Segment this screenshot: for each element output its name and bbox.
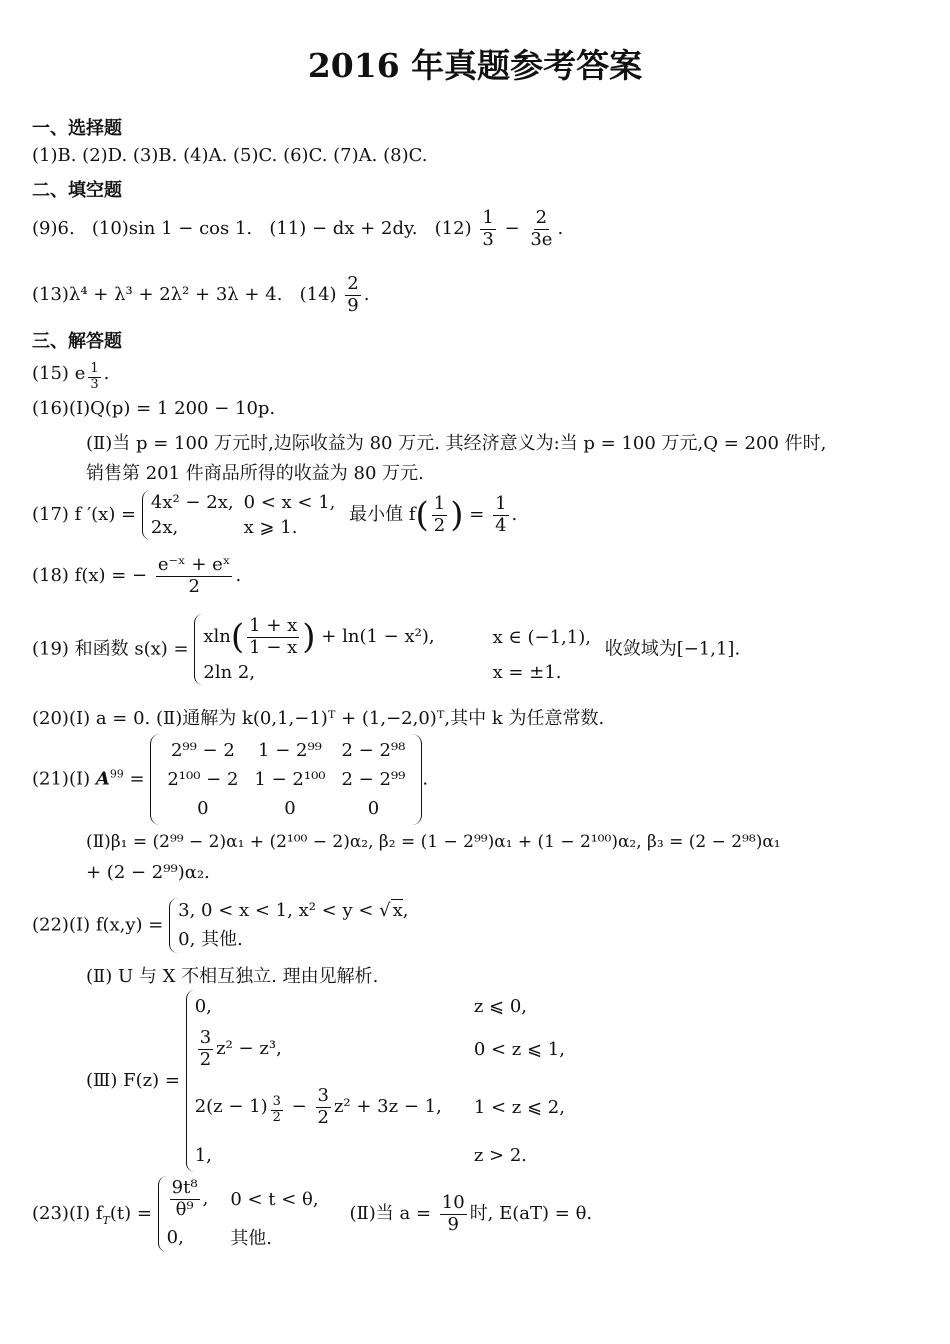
cdf-case-3 — [193, 1076, 450, 1138]
a-value-fraction — [440, 1193, 467, 1235]
answer-11: (11) − dx + 2dy. — [269, 218, 418, 240]
fraction-denominator: 4 — [495, 514, 507, 536]
answer-22-label: (22)(Ⅰ) f(x,y) = — [32, 914, 164, 936]
matrix-cell: 0 — [197, 798, 209, 819]
answer-21: (21)(Ⅰ) $A^{99}$ = 2⁹⁹ − 2 1 − 2⁹⁹ 2 − 2⁹⁸ 2¹⁰⁰ − 2 1 − 2¹⁰⁰ 2 − 2⁹⁹ 0 0 0 . — [32, 734, 428, 825]
answer-18 — [32, 555, 241, 597]
fraction-denominator: 1 − x — [249, 636, 298, 658]
case-expression: 2x, — [150, 517, 179, 538]
equals-sign: = — [469, 504, 485, 525]
case-condition: z ⩽ 0, — [473, 995, 527, 1017]
matrix-cell: 2 − 2⁹⁸ — [341, 740, 406, 761]
min-value-fraction — [493, 494, 508, 536]
fraction-denominator: 2 — [199, 1048, 212, 1070]
fraction-numerator: 1 + x — [249, 615, 298, 636]
fraction-numerator: 3 — [272, 1094, 281, 1109]
answer-15 — [32, 362, 109, 393]
choice-answers: (1)B. (2)D. (3)B. (4)A. (5)C. (6)C. (7)A. (8)C. — [32, 145, 428, 166]
cdf-case-3-rest: z² + 3z − 1, — [333, 1096, 442, 1117]
ln-term: + ln(1 − x²), — [321, 626, 435, 648]
answer-16-part1: (16)(Ⅰ)Q(p) = 1 200 − 10p. — [32, 398, 276, 419]
sqrt-argument: x — [392, 900, 403, 921]
case-condition: 1 < z ⩽ 2, — [473, 1096, 565, 1118]
answer-16-part2: (Ⅱ)当 p = 100 万元时,边际收益为 80 万元. 其经济意义为:当 p = 100 万元,Q = 200 件时, — [86, 433, 827, 454]
subscript-T: T — [102, 1213, 110, 1227]
argument-fraction — [432, 494, 447, 536]
answer-12-label: (12) — [434, 218, 472, 240]
fraction-numerator: 9t⁸ — [171, 1177, 198, 1198]
answer-9: (9)6. — [32, 218, 75, 240]
cdf-case-2 — [193, 1022, 450, 1076]
fraction-numerator: 1 — [495, 492, 507, 514]
answer-20: (20)(Ⅰ) a = 0. (Ⅱ)通解为 k(0,1,−1)ᵀ + (1,−2,0)ᵀ,其中 k 为任意常数. — [32, 708, 605, 729]
fraction-denominator: 9 — [447, 1213, 459, 1235]
answer-23 — [32, 1176, 592, 1252]
matrix-cell: 1 − 2¹⁰⁰ — [254, 769, 326, 790]
fraction-numerator: 2 — [535, 207, 548, 228]
fill-answers-13-14: (13)λ⁴ + λ³ + 2λ² + 3λ + 4. (14) $\frac{2}{9}$ . — [32, 273, 370, 316]
answer-21-part2-cont: + (2 − 2⁹⁹)α₂. — [86, 862, 210, 883]
answer-23-label-end: (t) = — [109, 1203, 152, 1225]
cdf-case-3-base: 2(z − 1) — [194, 1096, 268, 1117]
period: . — [422, 768, 429, 790]
section-fill-heading: 二、填空题 — [32, 180, 122, 201]
matrix-cell: 0 — [367, 798, 380, 819]
answer-18-label: (18) f(x) = − — [32, 565, 148, 587]
fraction-denominator: θ⁹ — [175, 1198, 194, 1220]
answer-21-label: (21)(Ⅰ) — [32, 768, 91, 790]
right-paren: ) — [302, 617, 316, 658]
fraction-numerator: 3 — [317, 1084, 329, 1106]
page-title: 2016 年真题参考答案 — [307, 46, 643, 85]
answer-16-part2-cont: 销售第 201 件商品所得的收益为 80 万元. — [86, 463, 424, 484]
case-condition: 0 < t < θ, — [230, 1188, 319, 1210]
fraction-numerator: 1 — [433, 492, 446, 514]
fraction-denominator: 2 — [272, 1109, 281, 1125]
left-paren: ( — [230, 617, 245, 658]
case-condition: 0 < z ⩽ 1, — [473, 1038, 565, 1060]
cdf-case-2-rest: z² − z³, — [216, 1038, 282, 1059]
piecewise-brace — [169, 898, 416, 953]
case-condition: 0 < x < 1, — [243, 492, 336, 513]
convergence-domain: 收敛域为[−1,1]. — [604, 638, 741, 660]
answer-22-part1 — [32, 898, 417, 953]
fraction-denominator: 3 — [90, 376, 99, 392]
case-condition: x = ±1. — [492, 662, 562, 684]
pdf-case-2: 0, — [166, 1226, 184, 1248]
answer-17-label: (17) f ′(x) = — [32, 504, 137, 525]
case-condition: x ⩾ 1. — [243, 517, 298, 538]
comma: , — [202, 1188, 209, 1210]
cdf-fraction — [316, 1086, 331, 1128]
cdf-exponent — [271, 1095, 283, 1126]
minus-sign: − — [504, 218, 520, 240]
period: . — [103, 363, 110, 384]
answer-23-part2-result: 时, E(aT) = θ. — [469, 1203, 593, 1225]
cdf-case-1: 0, — [194, 995, 212, 1017]
pdf-case-1 — [165, 1176, 217, 1222]
answer-18-fraction — [156, 555, 233, 597]
fraction-numerator: e⁻ˣ + eˣ — [157, 554, 231, 575]
answer-19 — [32, 614, 740, 685]
fraction-denominator: 3e — [530, 228, 553, 250]
case-condition: z > 2. — [473, 1144, 527, 1166]
answer-14-label: (14) — [299, 284, 337, 306]
fraction-denominator: 3 — [482, 228, 494, 250]
answer-23-part2-label: (Ⅱ)当 a = — [349, 1203, 432, 1225]
piecewise-brace — [142, 490, 344, 540]
answer-17 — [32, 490, 517, 540]
answer-15-label: (15) — [32, 363, 69, 384]
fraction-denominator: 9 — [347, 294, 359, 316]
case-expression: 4x² − 2x, — [150, 492, 234, 513]
fraction-denominator: 2 — [317, 1106, 329, 1128]
answer-15-exponent — [88, 362, 100, 393]
fraction-numerator: 3 — [199, 1026, 212, 1048]
matrix-cell: 0 — [284, 798, 296, 819]
matrix-name: A — [95, 768, 110, 790]
matrix-cell: 2 − 2⁹⁹ — [341, 769, 406, 790]
matrix-cell: 2¹⁰⁰ − 2 — [167, 769, 239, 790]
fraction-denominator: 2 — [433, 514, 446, 536]
answer-13: (13)λ⁴ + λ³ + 2λ² + 3λ + 4. — [32, 284, 283, 306]
log-argument-fraction — [247, 616, 299, 658]
fraction-numerator: 1 — [90, 361, 99, 376]
case-expression: 2ln 2, — [203, 662, 256, 684]
matrix-power: 99 — [109, 767, 124, 781]
answer-12-fraction-2 — [528, 208, 554, 250]
answer-22-part3-label: (Ⅲ) F(z) = — [86, 1070, 180, 1091]
fraction-numerator: 2 — [347, 273, 359, 294]
piecewise-brace — [194, 614, 599, 685]
case-condition: 其他. — [230, 1228, 273, 1250]
answer-19-label: (19) 和函数 s(x) = — [32, 638, 189, 660]
matrix — [150, 734, 422, 825]
answer-10: (10)sin 1 − cos 1. — [91, 218, 253, 240]
matrix-cell: 2⁹⁹ − 2 — [170, 740, 235, 761]
section-choice-heading: 一、选择题 — [32, 118, 122, 139]
period: . — [511, 504, 518, 525]
fill-answers-9-12: (9)6. (10)sin 1 − cos 1. (11) − dx + 2dy. (12) $\frac{1}{3}$ − $\frac{2}{3e}$ . — [32, 207, 564, 250]
answer-22-part3 — [86, 990, 573, 1172]
matrix-cell: 1 − 2⁹⁹ — [258, 740, 322, 761]
piecewise-brace — [158, 1176, 327, 1252]
density-case-2: 0, 其他. — [178, 929, 243, 950]
fraction-numerator: 10 — [441, 1192, 465, 1213]
comma: , — [402, 900, 409, 921]
case-expression — [201, 614, 442, 660]
fraction-numerator: 1 — [482, 207, 494, 228]
answer-22-part2: (Ⅱ) U 与 X 不相互独立. 理由见解析. — [86, 966, 379, 987]
fraction-denominator: 2 — [188, 575, 200, 597]
case-condition: x ∈ (−1,1), — [492, 626, 591, 648]
right-paren: ) — [450, 495, 464, 535]
answer-12-fraction-1 — [480, 208, 495, 250]
case-expression: 3, 0 < x < 1, x² < y < √ x, — [178, 900, 409, 921]
xln-text: xln — [203, 626, 231, 648]
cdf-case-4: 1, — [194, 1144, 212, 1166]
density-case-1: 3, 0 < x < 1, x² < y < — [178, 900, 374, 921]
period: . — [235, 565, 242, 587]
answer-15-base: e — [74, 363, 86, 384]
answer-14-fraction — [345, 274, 360, 316]
min-value-label: 最小值 f — [349, 504, 416, 525]
minus-sign: − — [291, 1096, 307, 1117]
answer-23-label: (23)(Ⅰ) f — [32, 1203, 103, 1225]
cdf-fraction — [198, 1028, 213, 1070]
section-solve-heading: 三、解答题 — [32, 331, 122, 352]
left-paren: ( — [415, 495, 429, 535]
piecewise-brace — [186, 990, 573, 1172]
pdf-fraction — [170, 1178, 200, 1220]
answer-21-part2: (Ⅱ)β₁ = (2⁹⁹ − 2)α₁ + (2¹⁰⁰ − 2)α₂, β₂ = (1 − 2⁹⁹)α₁ + (1 − 2¹⁰⁰)α₂, β₃ = (2 − 2⁹⁸)α₁ — [86, 832, 781, 852]
